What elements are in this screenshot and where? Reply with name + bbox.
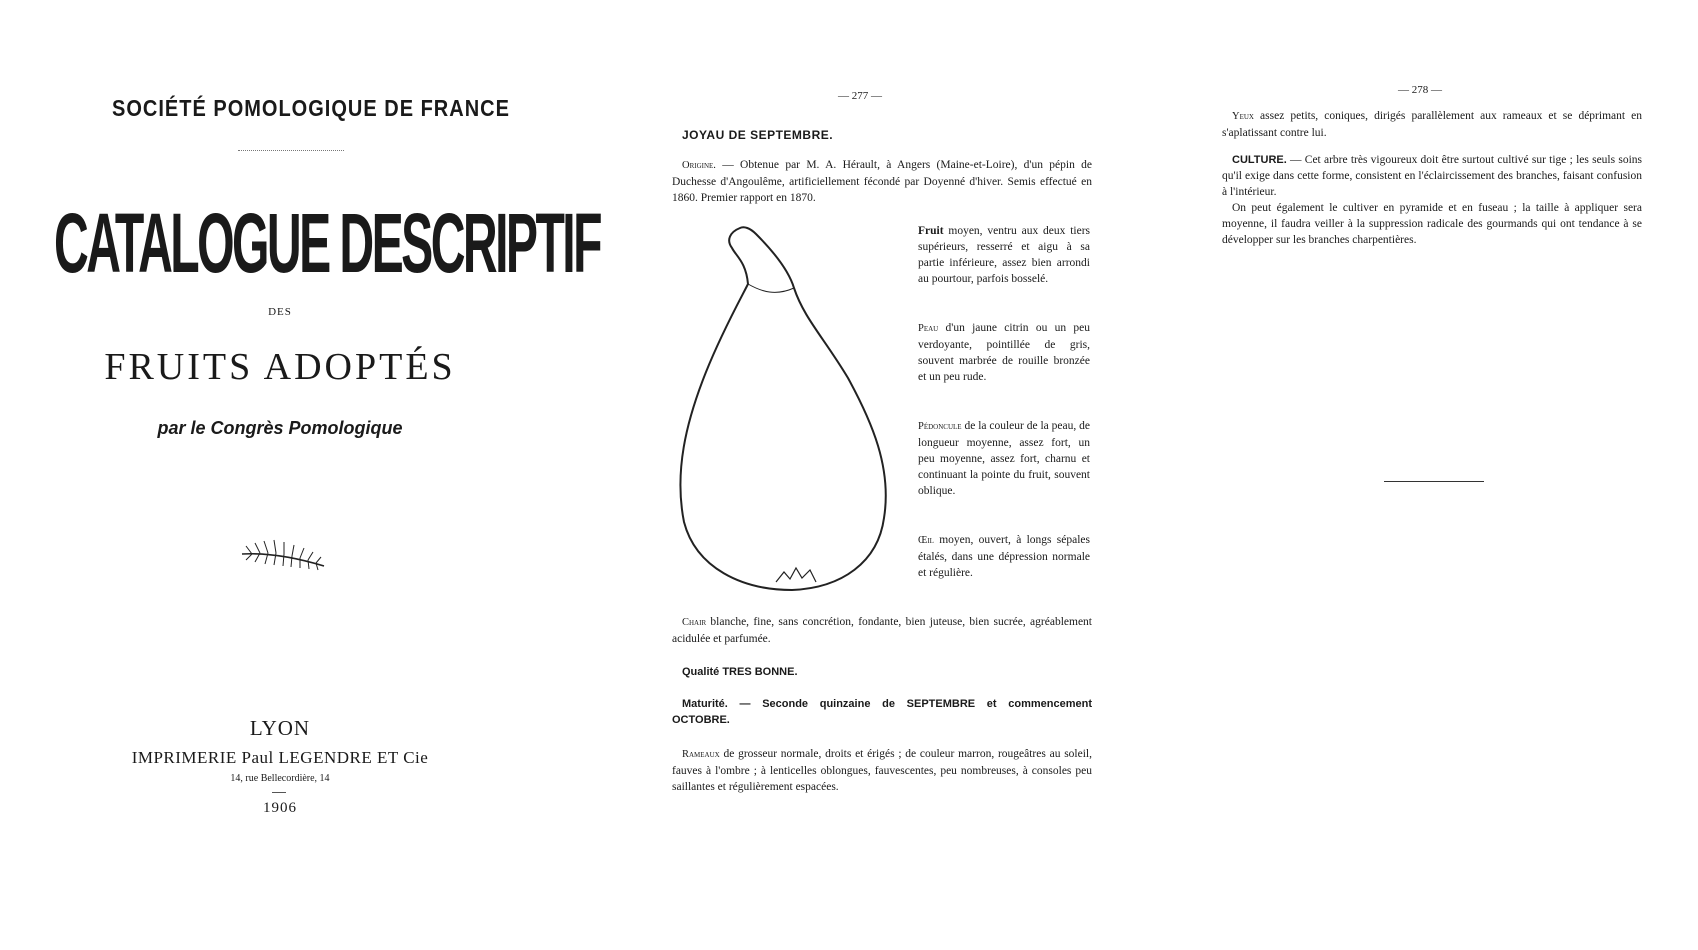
fruit-description xyxy=(918,223,1090,287)
peau-description xyxy=(918,320,1090,385)
catalogue-title: CATALOGUE DESCRIPTIF xyxy=(54,195,600,290)
pear-illustration-icon xyxy=(672,222,912,602)
pedoncule-label: Pédoncule xyxy=(918,421,962,432)
publication-year: 1906 xyxy=(263,800,297,816)
society-name: SOCIÉTÉ POMOLOGIQUE DE FRANCE xyxy=(112,96,510,122)
culture-paragraph-2: On peut également le cultiver en pyramide et en fuseau ; la taille à appliquer sera moyenne, il faudra veiller à la suppression radicale des gourmands qui ont tendance à se développer sur les branches charpentières. xyxy=(1222,202,1642,246)
fruit-text: moyen, ventru aux deux tiers supérieurs, resserré et aigu à sa partie inférieure, assez bien arrondi au pourtour, parfois bosselé. xyxy=(918,225,1090,285)
origine-paragraph xyxy=(672,157,1092,206)
congress-line: par le Congrès Pomologique xyxy=(157,418,403,438)
short-rule xyxy=(272,792,286,793)
peau-text: d'un jaune citrin ou un peu verdoyante, pointillée de gris, souvent marbrée de rouille bronzée et un peu rude. xyxy=(918,322,1090,383)
rameaux-label: Rameaux xyxy=(682,749,720,760)
maturite-paragraph: Maturité. — Seconde quinzaine de SEPTEMBRE et commencement OCTOBRE. xyxy=(672,698,1092,726)
pedoncule-description xyxy=(918,418,1090,499)
city: LYON xyxy=(249,716,311,740)
yeux-label: Yeux xyxy=(1232,111,1254,122)
des-word: DES xyxy=(268,306,292,318)
chair-paragraph xyxy=(672,614,1092,647)
qualite-line: Qualité TRES BONNE. xyxy=(682,666,798,678)
end-rule xyxy=(1384,481,1484,482)
printer-address: 14, rue Bellecordière, 14 xyxy=(230,773,330,784)
variety-heading: JOYAU DE SEPTEMBRE. xyxy=(682,128,834,142)
page-277 xyxy=(600,0,1120,950)
title-page xyxy=(0,0,600,950)
culture-label: CULTURE. xyxy=(1232,154,1287,166)
rameaux-text: de grosseur normale, droits et érigés ; de couleur marron, rougeâtres au soleil, fauves à l'ombre ; à lenticelles oblongues, fauvescentes, peu nombreuses, à consoles peu saillantes et régulièrement espacées. xyxy=(672,748,1092,793)
yeux-paragraph xyxy=(1222,108,1642,141)
oeil-text: moyen, ouvert, à longs sépales étalés, dans une dépression normale et régulière. xyxy=(918,534,1090,579)
rameaux-paragraph xyxy=(672,746,1092,795)
culture-text: — Cet arbre très vigoureux doit être surtout cultivé sur tige ; les seuls soins qu'il exige dans cette forme, consistent en l'éclaircissement des branches, faisant confusion à l'intérieur. xyxy=(1222,154,1642,198)
dotted-rule xyxy=(238,150,344,151)
origine-label: Origine. xyxy=(682,160,716,171)
sprig-ornament-icon xyxy=(238,532,328,572)
peau-label: Peau xyxy=(918,323,939,334)
fruit-label: Fruit xyxy=(918,225,944,237)
chair-label: Chair xyxy=(682,617,707,628)
origine-text: — Obtenue par M. A. Hérault, à Angers (Maine-et-Loire), d'un pépin de Duchesse d'Angoulême, artificiellement fécondé par Doyenné d'hiver. Semis effectué en 1860. Premier rapport en 1870. xyxy=(672,159,1092,204)
oeil-description xyxy=(918,532,1090,581)
page-number: — 278 — xyxy=(1398,84,1442,96)
page-278 xyxy=(1160,0,1698,950)
pedoncule-text: de la couleur de la peau, de longueur moyenne, assez fort, un peu moyenne, assez fort, charnu et continuant la pointe du fruit, souvent oblique. xyxy=(918,420,1090,497)
page-number: — 277 — xyxy=(838,90,882,102)
yeux-text: assez petits, coniques, dirigés parallèlement aux rameaux et se déprimant en s'aplatissant contre lui. xyxy=(1222,110,1642,139)
chair-text: blanche, fine, sans concrétion, fondante, bien juteuse, bien sucrée, agréablement acidulée et parfumée. xyxy=(672,616,1092,645)
fruits-subtitle: FRUITS ADOPTÉS xyxy=(104,346,456,388)
oeil-label: Œil xyxy=(918,535,934,546)
culture-paragraph xyxy=(1222,152,1642,200)
printer: IMPRIMERIE Paul LEGENDRE ET Cie xyxy=(131,748,429,767)
